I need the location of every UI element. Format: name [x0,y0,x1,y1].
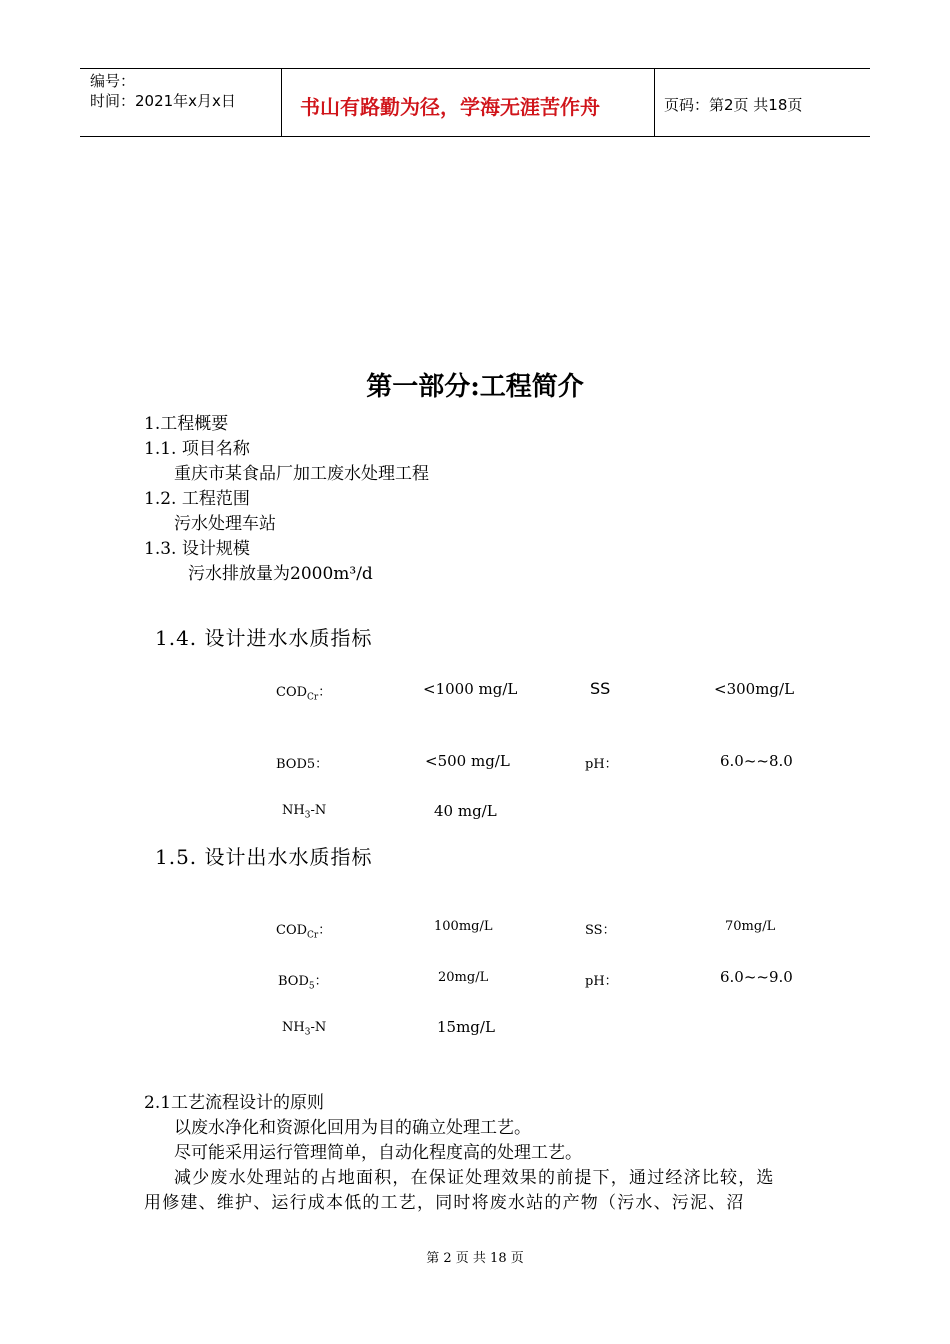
effluent-heading: 1.5. 设计出水水质指标 [155,845,373,869]
influent-ph-value: 6.0~~8.0 [720,752,793,770]
effluent-bod-label: $BOD_5$： [278,974,328,992]
section-1-1-heading: 1.1. 项目名称 [144,439,250,459]
header-bottom-rule [80,136,870,137]
header-time-label: 时间：2021年x月x日 [90,92,236,110]
effluent-cod-value: 100mg/L [434,919,493,934]
header-top-rule [80,68,870,69]
effluent-ph-value: 6.0~~9.0 [720,968,793,986]
project-scope: 污水处理车站 [174,514,276,534]
design-scale: 污水排放量为2000m³/d [188,564,373,584]
effluent-bod-value: 20mg/L [438,970,489,985]
influent-cod-label: $COD_{Cr}$： [276,685,332,703]
influent-ss-label: SS [590,679,611,698]
effluent-nh3-value: 15mg/L [437,1018,495,1036]
effluent-cod-label: $COD_{Cr}$： [276,923,332,941]
effluent-nh3-label: $NH_3-N$ [282,1020,327,1038]
page-title: 第一部分:工程简介 [366,372,584,402]
effluent-ss-value: 70mg/L [725,919,776,934]
header-number-label: 编号： [90,72,136,90]
principle-1: 以废水净化和资源化回用为目的确立处理工艺。 [174,1118,531,1138]
header-motto: 书山有路勤为径，学海无涯苦作舟 [300,95,600,119]
project-name: 重庆市某食品厂加工废水处理工程 [174,464,429,484]
page-footer: 第 2 页 共 18 页 [426,1251,524,1266]
influent-nh3-value: 40 mg/L [434,802,497,820]
principles-heading: 2.1工艺流程设计的原则 [144,1093,325,1113]
section-1-3-heading: 1.3. 设计规模 [144,539,250,559]
influent-ph-label: pH： [585,757,618,772]
influent-bod-label: BOD5： [276,757,329,772]
influent-nh3-label: $NH_3-N$ [282,803,327,821]
principle-2: 尽可能采用运行管理简单，自动化程度高的处理工艺。 [174,1143,582,1163]
influent-bod-value: <500 mg/L [425,752,510,770]
influent-heading: 1.4. 设计进水水质指标 [155,626,373,650]
section-1-heading: 1.工程概要 [144,414,229,434]
effluent-ss-label: SS： [585,923,616,938]
influent-cod-value: <1000 mg/L [423,680,518,698]
principle-3-line-1: 减少废水处理站的占地面积，在保证处理效果的前提下，通过经济比较，选 [174,1168,775,1188]
header-divider-left [281,68,282,136]
section-1-2-heading: 1.2. 工程范围 [144,489,250,509]
influent-ss-value: <300mg/L [714,680,795,698]
effluent-ph-label: pH： [585,974,618,989]
header-page-label: 页码：第2页 共18页 [664,96,803,114]
principle-3-line-2: 用修建、维护、运行成本低的工艺，同时将废水站的产物（污水、污泥、沼 [144,1193,745,1213]
header-divider-right [654,68,655,136]
